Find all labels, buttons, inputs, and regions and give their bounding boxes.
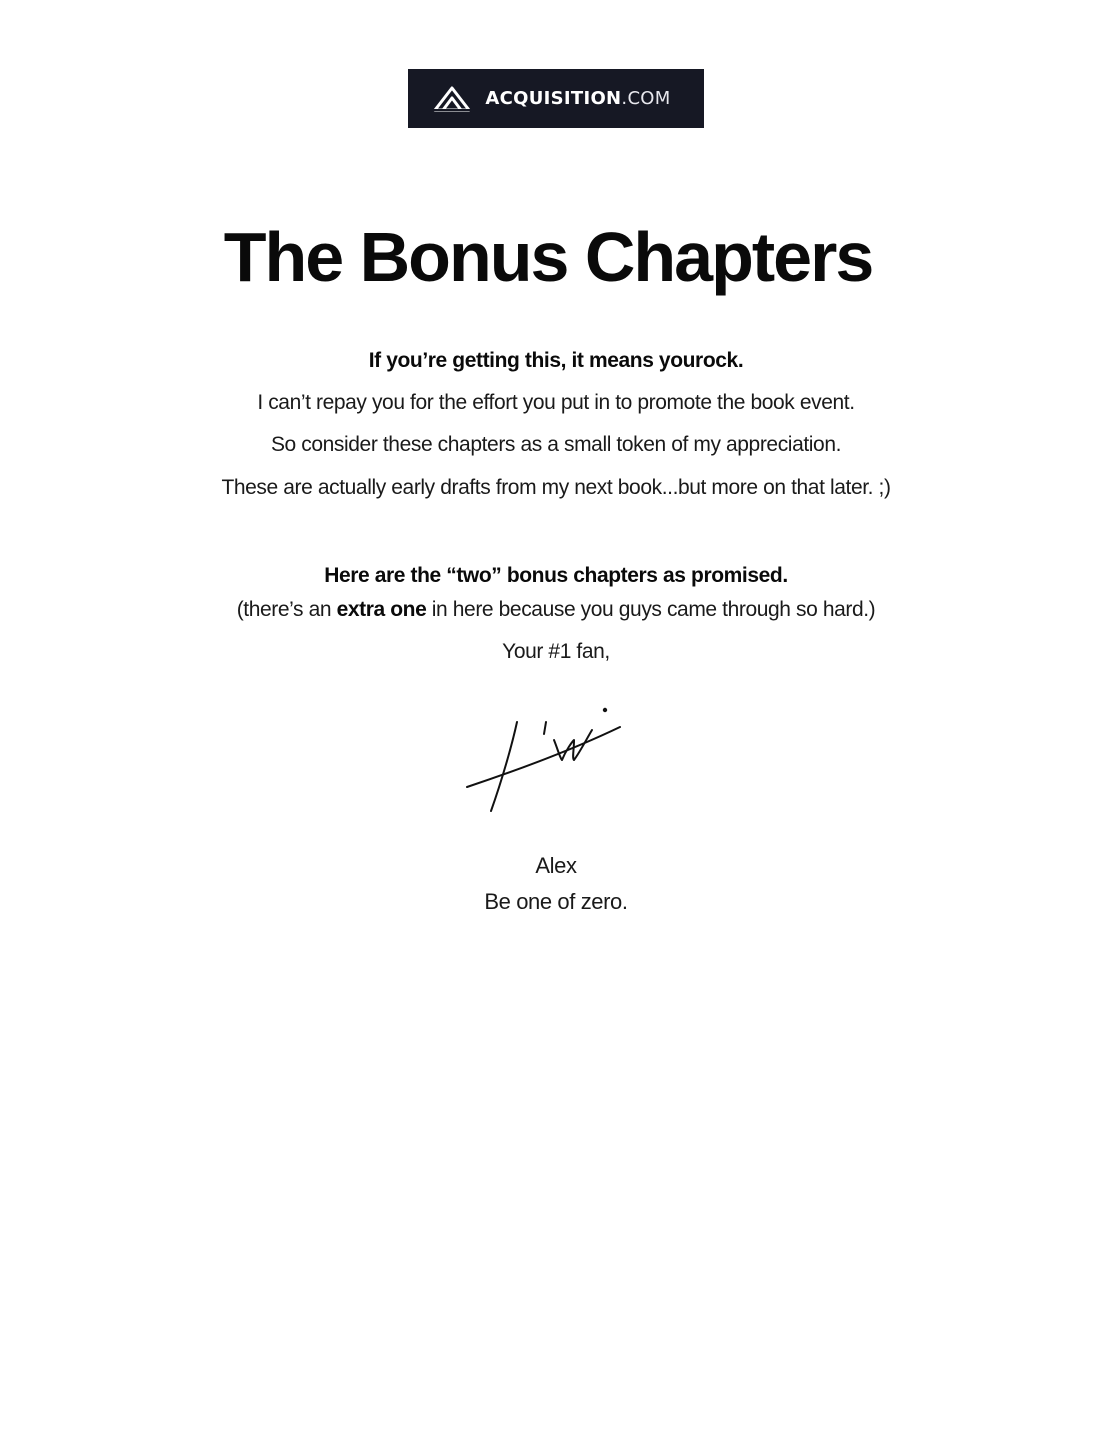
promise-lead: Here are the “two” bonus chapters as promised. bbox=[324, 564, 788, 587]
page-title: The Bonus Chapters bbox=[223, 218, 873, 296]
intro-line-1: I can’t repay you for the effort you put in to promote the book event. bbox=[257, 391, 855, 414]
intro-line-2: So consider these chapters as a small token of my appreciation. bbox=[270, 433, 842, 456]
signoff-motto: Be one of zero. bbox=[484, 889, 628, 914]
intro-line-3: These are actually early drafts from my next book...but more on that later. ;) bbox=[221, 476, 891, 499]
brand-name bbox=[485, 88, 670, 109]
closing-salutation: Your #1 fan, bbox=[502, 640, 610, 663]
signoff-name: Alex bbox=[535, 853, 577, 878]
brand-logo-banner bbox=[408, 69, 704, 128]
promise-note bbox=[0, 596, 1112, 624]
promise-note-end: in here because you guys came through so hard.) bbox=[426, 598, 876, 621]
brand-name-suffix: .COM bbox=[621, 88, 671, 109]
promise-note-bold: extra one bbox=[336, 598, 427, 621]
mountain-logo-icon bbox=[433, 86, 471, 112]
handwritten-signature bbox=[462, 700, 632, 818]
intro-lead: If you’re getting this, it means yourock. bbox=[368, 349, 744, 372]
brand-name-bold: ACQUISITION bbox=[485, 88, 622, 109]
promise-note-start: (there’s an bbox=[236, 598, 337, 621]
